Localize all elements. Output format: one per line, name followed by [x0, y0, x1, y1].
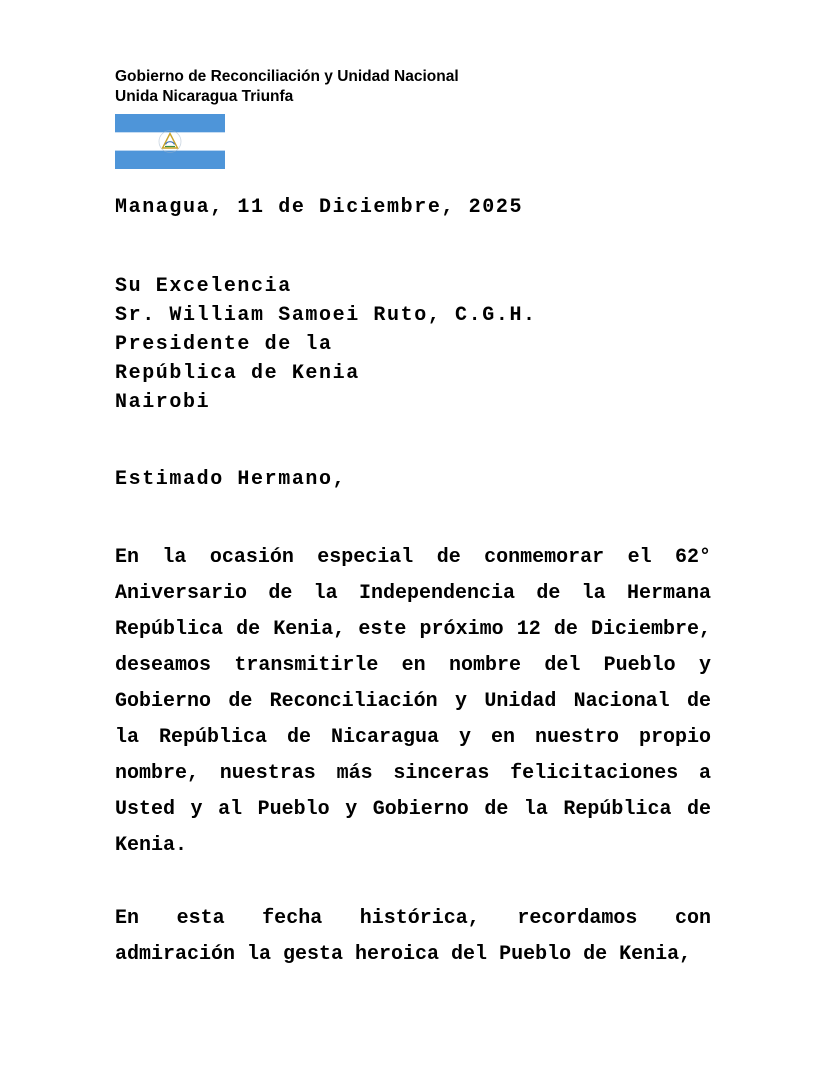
recipient-line-city: Nairobi [115, 391, 211, 414]
letterhead-line-2: Unida Nicaragua Triunfa [115, 88, 294, 105]
letterhead-line-1: Gobierno de Reconciliación y Unidad Nacional [115, 68, 459, 85]
body-paragraph-2: En esta fecha histórica, recordamos con admiración la gesta heroica del Pueblo de Kenia, [115, 907, 711, 966]
dateline: Managua, 11 de Diciembre, 2025 [115, 196, 524, 219]
recipient-line-title: Presidente de la [115, 333, 333, 356]
nicaragua-flag-icon [115, 114, 225, 169]
recipient-line-country: República de Kenia [115, 362, 360, 385]
salutation: Estimado Hermano, [115, 468, 347, 491]
body-paragraph-1: En la ocasión especial de conmemorar el 62° Aniversario de la Independencia de la Hermana República de Kenia, este próximo 12 de Diciembre, deseamos transmitirle en nombre del Pueblo y Gobierno de Reconciliación y Unidad Nacional de la República de Nicaragua y en nuestro propio nombre, nuestras más sinceras felicitaciones a Usted y al Pueblo y Gobierno de la República de Kenia. [115, 546, 711, 857]
recipient-line-honorific: Su Excelencia [115, 275, 292, 298]
recipient-block [115, 272, 711, 417]
flag-stripe-bottom [115, 151, 225, 169]
flag-stripe-top [115, 114, 225, 132]
recipient-line-name: Sr. William Samoei Ruto, C.G.H. [115, 304, 537, 327]
letterhead [115, 67, 711, 107]
